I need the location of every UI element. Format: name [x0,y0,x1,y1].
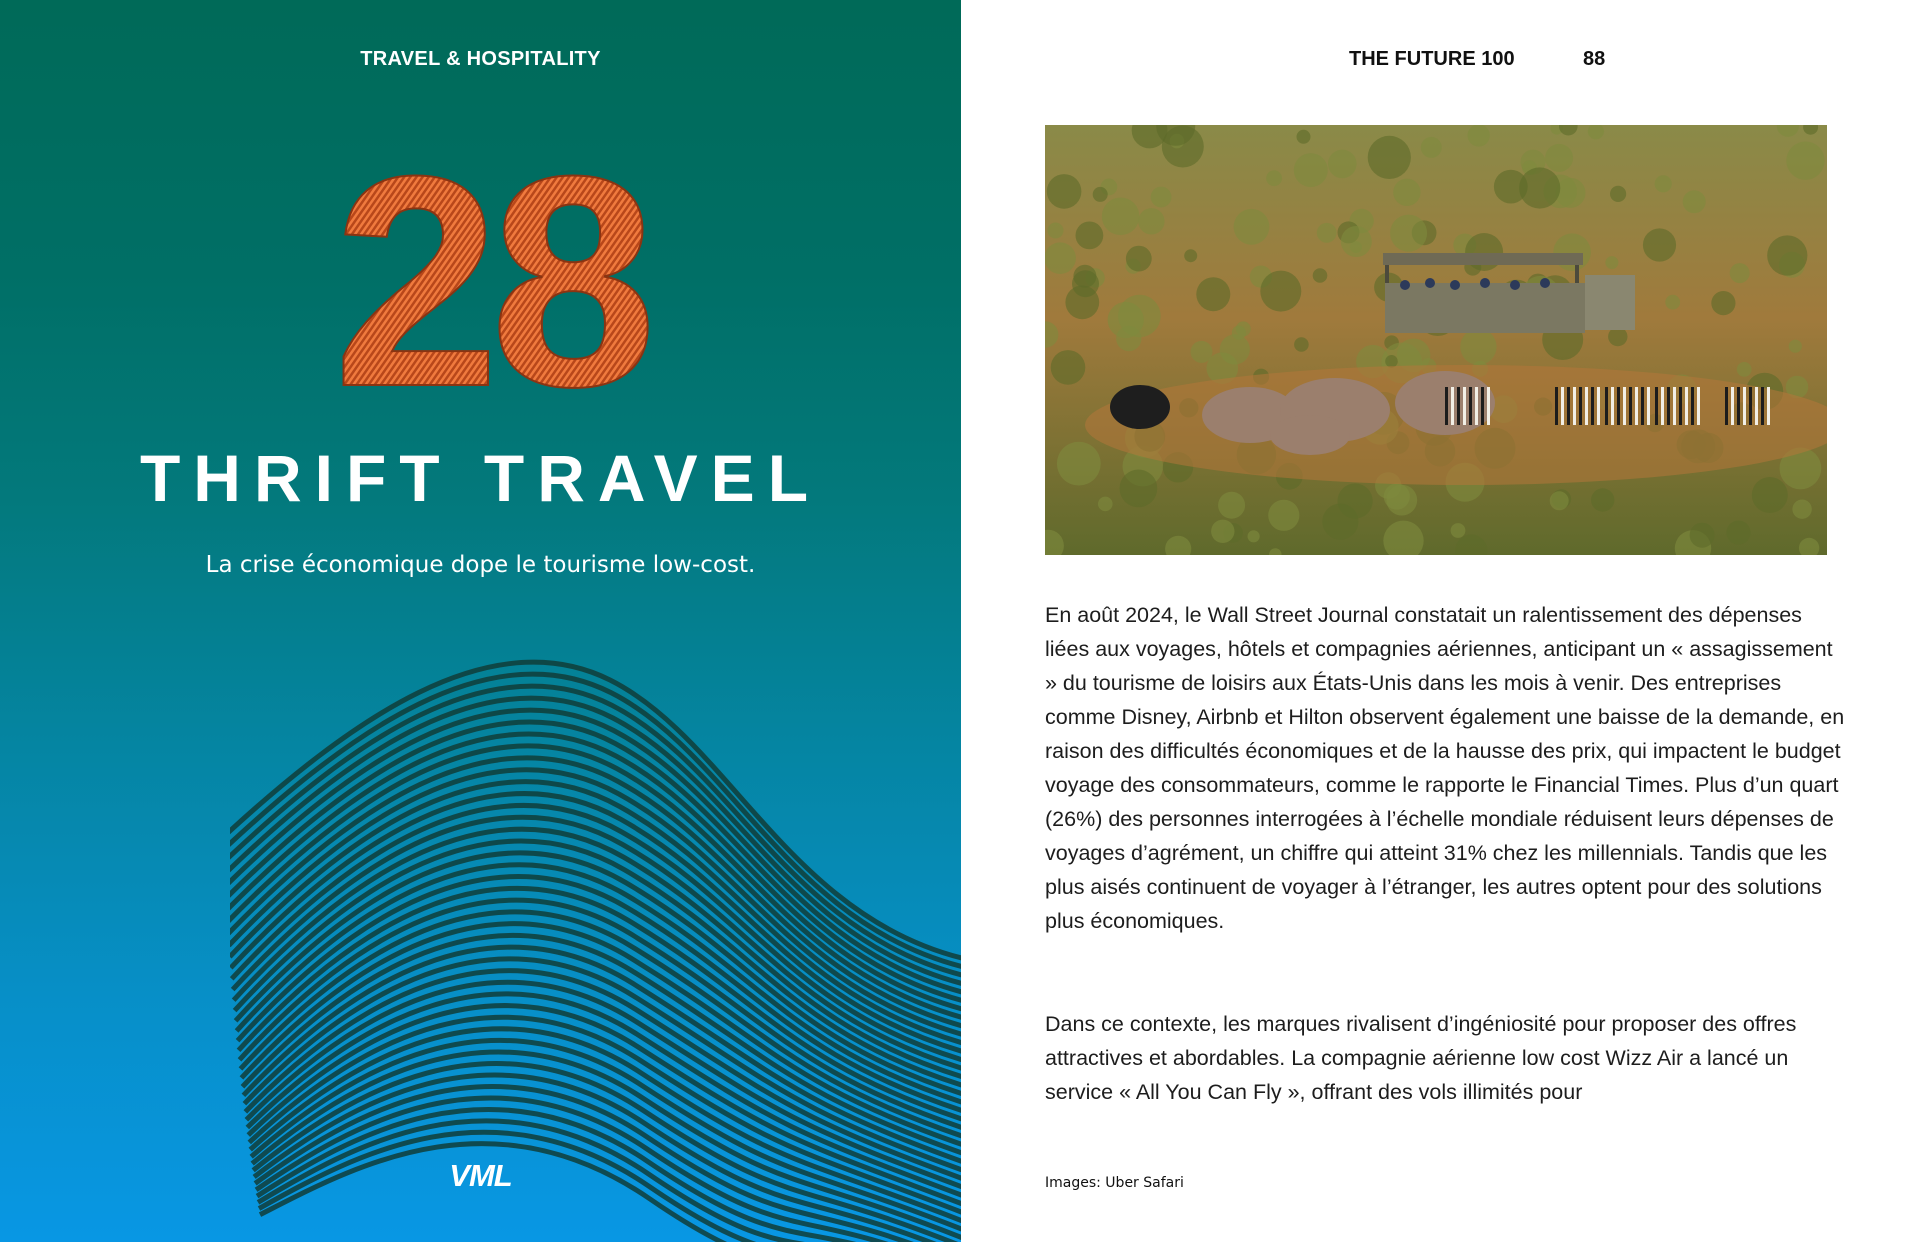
body-paragraph-2: Dans ce contexte, les marques rivalisent d’ingéniosité pour proposer des offres attractives et abordables. La compagnie aérienne low cost Wizz Air a lancé un service « All You Can Fly », offrant des vols illimités pour [1045,1012,1797,1104]
right-page [961,0,1920,1242]
subtitle: La crise économique dope le tourisme low-cost. [205,552,756,578]
image-credit: Images: Uber Safari [1045,1175,1184,1191]
page-number: 88 [1583,48,1606,70]
brand-logo: VML [449,1158,512,1193]
trend-number-art [300,145,680,415]
headline: THRIFT TRAVEL [139,441,822,515]
trend-number: 28 [333,145,647,415]
body-paragraph-1: En août 2024, le Wall Street Journal constatait un ralentissement des dépenses liées aux voyages, hôtels et compagnies aériennes, anticipant un « assagissement » du tourisme de loisirs aux États-Unis dans les mois à venir. Des entreprises comme Disney, Airbnb et Hilton observent également une baisse de la demande, en raison des difficultés économiques et de la hausse des prix, qui impactent le budget voyage des consommateurs, comme le rapporte le Financial Times. Plus d’un quart (26%) des personnes interrogées à l’échelle mondiale réduisent leurs dépenses de voyages d’agrément, un chiffre qui atteint 31% chez les millennials. Tandis que les plus aisés continuent de voyager à l’étranger, les autres optent pour des solutions plus économiques. [1045,603,1845,933]
section-label: TRAVEL & HOSPITALITY [360,48,601,70]
publication-title: THE FUTURE 100 [1349,48,1515,70]
safari-photo [1045,125,1827,555]
wave-art [230,640,961,1242]
